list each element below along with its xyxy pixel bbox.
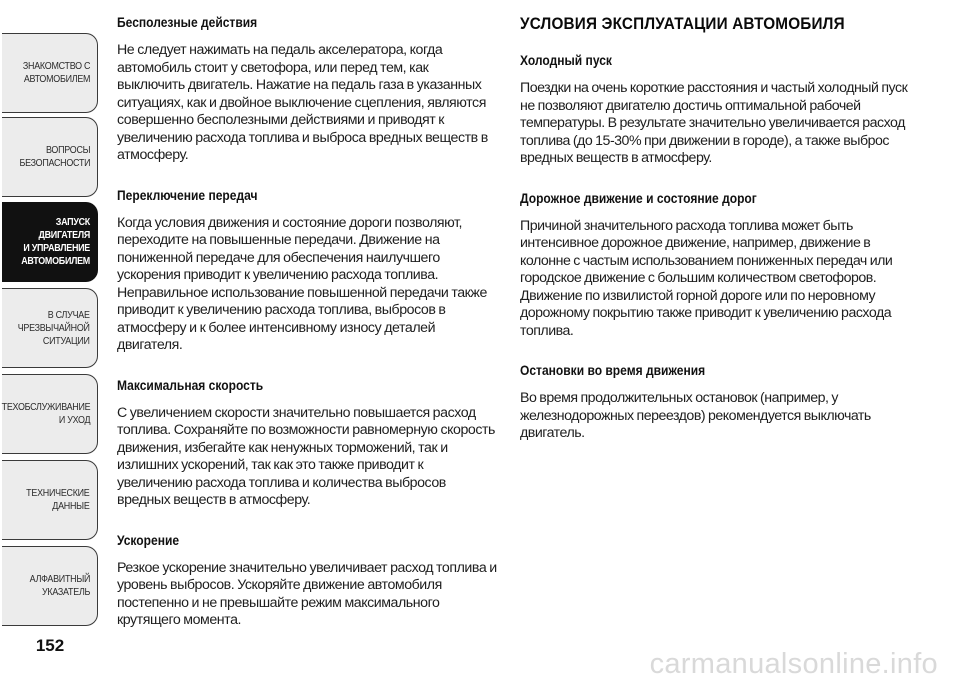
tab-vehicle-intro[interactable] xyxy=(2,33,98,113)
section-paragraph: Резкое ускорение значительно увеличивает расход топлива и уровень выбросов. Ускоряйте движение автомобиля постепенно и не превышайте режим максимального крутящего момента. xyxy=(117,559,497,628)
tab-label: ЗАПУСК ДВИГАТЕЛЯ И УПРАВЛЕНИЕ АВТОМОБИЛЕМ xyxy=(21,216,91,267)
tab-index[interactable] xyxy=(2,546,98,626)
chapter-title: УСЛОВИЯ ЭКСПЛУАТАЦИИ АВТОМОБИЛЯ xyxy=(520,14,845,33)
tab-emergency[interactable] xyxy=(2,288,98,368)
tab-label: ВОПРОСЫ БЕЗОПАСНОСТИ xyxy=(19,144,90,169)
page-number: 152 xyxy=(35,636,65,655)
section-heading: Дорожное движение и состояние дорог xyxy=(520,189,757,206)
chapter-sidebar xyxy=(0,0,100,686)
tab-label: В СЛУЧАЕ ЧРЕЗВЫЧАЙНОЙ СИТУАЦИИ xyxy=(18,308,90,347)
tab-label: ТЕХНИЧЕСКИЕ ДАННЫЕ xyxy=(26,487,90,512)
left-column xyxy=(117,14,497,652)
tab-starting-and-driving[interactable] xyxy=(2,202,98,282)
section-paragraph: Не следует нажимать на педаль акселератора, когда автомобиль стоит у светофора, или перед тем, как выключить двигатель. Нажатие на педаль газа в указанных ситуациях, как и двойное выключение сцепления, являются совершенно бесполезными действиями и приводят к увеличению расхода топлива и выброса вредных веществ в атмосферу. xyxy=(117,42,488,163)
watermark: carmanualsonline.info xyxy=(649,648,938,680)
right-column xyxy=(520,14,915,465)
section-heading: Ускорение xyxy=(117,531,180,548)
tab-label: ТЕХОБСЛУЖИВАНИЕ И УХОД xyxy=(1,401,90,426)
section-paragraph: С увеличением скорости значительно повышается расход топлива. Сохраняйте по возможности равномерную скорость движения, избегайте как ненужных торможений, так и излишних ускорений, так как это также приводит к увеличению расхода топлива и количества выбросов вредных веществ в атмосферу. xyxy=(117,404,495,508)
section-paragraph: Причиной значительного расхода топлива может быть интенсивное дорожное движение, например, движение в колонне с частым использованием пониженных передач или городское движение с большим количеством светофоров. Движение по извилистой горной дороге или по неровному дорожному покрытию также приводит к увеличению расхода топлива. xyxy=(520,217,893,339)
section-paragraph: Когда условия движения и состояние дороги позволяют, переходите на повышенные передачи. Движение на пониженной передаче для обеспечения наилучшего ускорения приводит к увеличению расхода топлива. Неправильное использование повышенной передачи также приводит к увеличению расхода топлива, выбросов в атмосферу и к более интенсивному износу деталей двигателя. xyxy=(117,214,487,353)
section-heading: Холодный пуск xyxy=(520,52,612,68)
tab-maintenance[interactable] xyxy=(2,374,98,454)
tab-safety[interactable] xyxy=(2,117,98,197)
section-paragraph: Поездки на очень короткие расстояния и частый холодный пуск не позволяют двигателю достичь оптимальной рабочей температуры. В результате значительно увеличивается расход топлива (до 15-30% при движении в городе), а также выброс вредных веществ в атмосферу. xyxy=(520,80,908,166)
section-heading: Остановки во время движения xyxy=(520,362,706,378)
tab-label: ЗНАКОМСТВО С АВТОМОБИЛЕМ xyxy=(22,60,90,85)
section-heading: Переключение передач xyxy=(117,186,258,203)
tab-label: АЛФАВИТНЫЙ УКАЗАТЕЛЬ xyxy=(29,573,90,598)
tab-technical-data[interactable] xyxy=(2,460,98,540)
section-paragraph: Во время продолжительных остановок (например, у железнодорожных переездов) рекомендуется выключать двигатель. xyxy=(520,390,871,441)
section-heading: Бесполезные действия xyxy=(117,14,258,30)
section-heading: Максимальная скорость xyxy=(117,376,264,393)
